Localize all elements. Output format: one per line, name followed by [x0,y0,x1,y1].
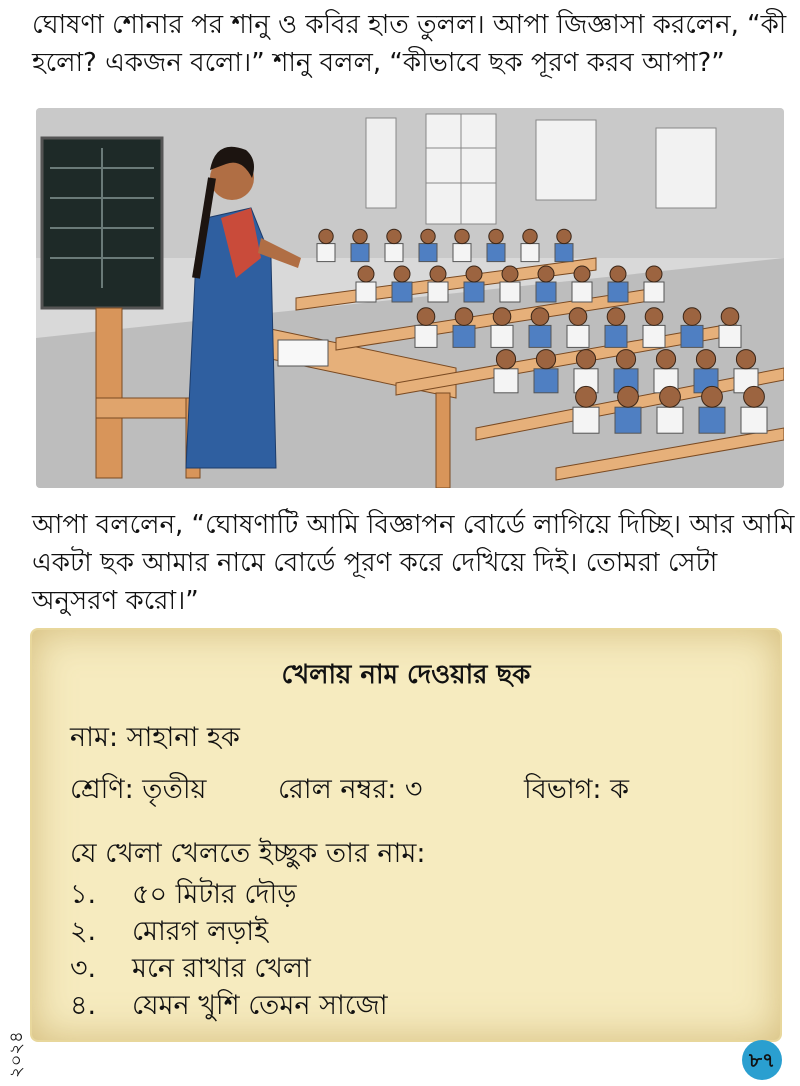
student-head [421,229,435,243]
student-head [455,229,469,243]
student-body [681,325,703,347]
games-heading: যে খেলা খেলতে ইচ্ছুক তার নাম: [70,838,426,869]
student-body [719,325,741,347]
student-head [702,386,723,407]
student-body [573,407,599,433]
student-head [493,308,511,326]
student-head [618,386,639,407]
student-head [538,266,554,282]
student-head [387,229,401,243]
student-body [521,244,539,262]
student-head [358,266,374,282]
student-head [646,266,662,282]
student-head [696,350,715,369]
student-body [317,244,335,262]
student-body [657,407,683,433]
student-body [536,282,556,302]
student-body [487,244,505,262]
student-head [616,350,635,369]
student-body [643,325,665,347]
student-head [319,229,333,243]
student-head [523,229,537,243]
student-body [415,325,437,347]
intro-line-1: ঘোষণা শোনার পর শানু ও কবির হাত তুলল। আপা জিজ্ঞাসা করলেন, “কী [32,10,787,40]
student-head [430,266,446,282]
student-body [392,282,412,302]
list-item [70,987,388,1024]
student-head [557,229,571,243]
game-name: মনে রাখার খেলা [132,953,311,984]
intro-paragraph [32,6,787,82]
student-head [736,350,755,369]
game-name: ৫০ মিটার দৌড় [132,879,297,910]
form-title: খেলায় নাম দেওয়ার ছক [281,660,531,690]
student-head [607,308,625,326]
student-body [453,325,475,347]
student-head [531,308,549,326]
student-head [569,308,587,326]
student-body [428,282,448,302]
list-item [70,876,388,913]
item-number: ৩. [70,953,97,984]
student-body [534,369,558,393]
game-name: যেমন খুশি তেমন সাজো [132,990,388,1021]
student-head [536,350,555,369]
student-head [721,308,739,326]
student-body [529,325,551,347]
roll-number: রোল নম্বর: ৩ [278,774,423,805]
student-head [656,350,675,369]
student-body [605,325,627,347]
student-head [496,350,515,369]
student-name: নাম: সাহানা হক [70,722,240,753]
student-head [489,229,503,243]
teacher-reply-paragraph [32,506,795,620]
student-body [567,325,589,347]
student-head [683,308,701,326]
student-body [351,244,369,262]
student-body [464,282,484,302]
student-head [574,266,590,282]
student-head [455,308,473,326]
student-head [744,386,765,407]
student-body [491,325,513,347]
student-head [576,350,595,369]
student-head [576,386,597,407]
list-item [70,913,388,950]
student-body [453,244,471,262]
games-list [70,876,388,1024]
student-body [741,407,767,433]
item-number: ৪. [70,990,97,1021]
student-body [500,282,520,302]
student-body [572,282,592,302]
student-body [356,282,376,302]
page-number-badge: ৮৭ [742,1040,782,1080]
game-name: মোরগ লড়াই [132,916,269,947]
student-head [645,308,663,326]
student-class: শ্রেণি: তৃতীয় [70,774,207,805]
reply-line-3: অনুসরণ করো।” [32,586,199,616]
student-head [502,266,518,282]
student-body [615,407,641,433]
student-head [466,266,482,282]
student-head [660,386,681,407]
student-body [608,282,628,302]
student-body [644,282,664,302]
year-mark: ২০২৪ [6,1031,27,1079]
student-head [417,308,435,326]
intro-line-2: হলো? একজন বলো।” শানু বলল, “কীভাবে ছক পূরণ করব আপা?” [32,48,725,78]
reply-line-2: একটা ছক আমার নামে বোর্ডে পূরণ করে দেখিয়ে দিই। তোমরা সেটা [32,548,718,578]
student-body [419,244,437,262]
student-body [699,407,725,433]
section: বিভাগ: ক [524,774,629,805]
game-registration-form [32,630,780,1040]
student-head [353,229,367,243]
student-head [610,266,626,282]
student-body [385,244,403,262]
student-body [494,369,518,393]
classroom-illustration [36,108,784,488]
item-number: ১. [70,879,97,910]
student-head [394,266,410,282]
list-item [70,950,388,987]
student-body [555,244,573,262]
item-number: ২. [70,916,97,947]
reply-line-1: আপা বললেন, “ঘোষণাটি আমি বিজ্ঞাপন বোর্ডে লাগিয়ে দিচ্ছি। আর আমি [32,510,795,540]
